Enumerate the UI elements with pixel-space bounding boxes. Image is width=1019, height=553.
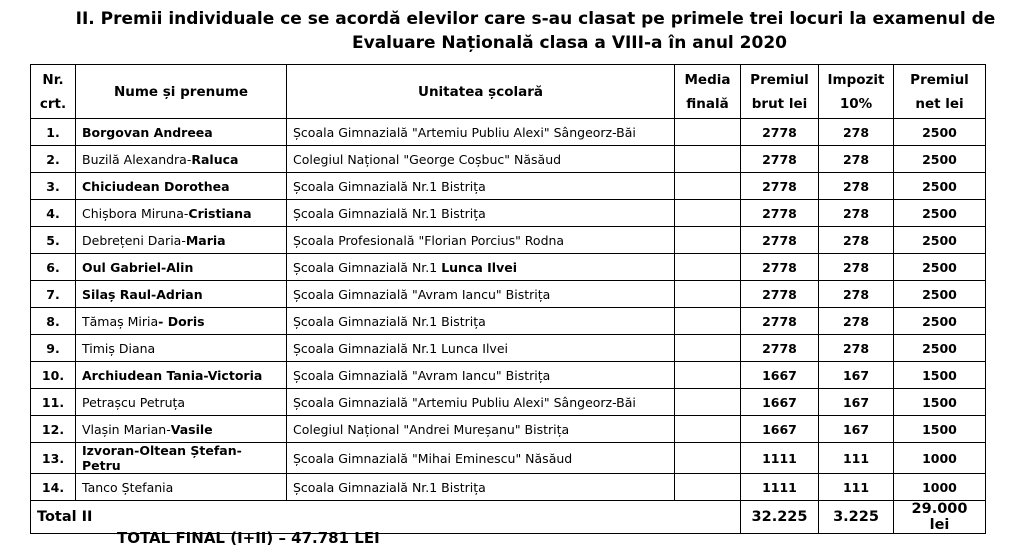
table-row (31, 281, 986, 308)
school-name (287, 308, 675, 335)
row-number: 6. (31, 254, 76, 281)
student-name (76, 362, 287, 389)
document-title-line-2: Evaluare Națională clasa a VIII-a în anul 2020 (352, 33, 787, 53)
row-number: 3. (31, 173, 76, 200)
school-name (287, 389, 675, 416)
impozit: 167 (819, 389, 894, 416)
row-number: 12. (31, 416, 76, 443)
premiul-brut: 1111 (741, 474, 819, 501)
premiul-net: 1000 (894, 474, 986, 501)
premiul-net: 1000 (894, 443, 986, 474)
impozit: 111 (819, 443, 894, 474)
media-finala (675, 227, 741, 254)
premiul-net: 1500 (894, 416, 986, 443)
total-impozit: 3.225 (819, 501, 894, 534)
impozit: 278 (819, 227, 894, 254)
impozit: 167 (819, 362, 894, 389)
premiul-net: 1500 (894, 389, 986, 416)
header-brut: Premiul brut lei (741, 65, 819, 119)
student-name-part: Buzilă Alexandra- (82, 151, 192, 167)
school-name-part: Școala Gimnazială "Avram Iancu" Bistrița (293, 286, 551, 302)
impozit: 167 (819, 416, 894, 443)
school-name-part: Școala Gimnazială "Artemiu Publiu Alexi" Sângeorz-Băi (293, 124, 636, 140)
school-name (287, 254, 675, 281)
premiul-brut: 2778 (741, 119, 819, 146)
student-name-part: Vlașin Marian- (82, 421, 171, 437)
premiul-brut: 2778 (741, 146, 819, 173)
student-name-bold-part: - Doris (158, 313, 205, 329)
premiul-net: 2500 (894, 119, 986, 146)
row-number: 10. (31, 362, 76, 389)
header-impozit: Impozit 10% (819, 65, 894, 119)
student-name-bold-part: Petru (82, 458, 121, 473)
table-row (31, 389, 986, 416)
student-name (76, 443, 287, 474)
table-row (31, 443, 986, 474)
premiul-net: 2500 (894, 200, 986, 227)
row-number: 11. (31, 389, 76, 416)
school-name (287, 227, 675, 254)
student-name-part: Debrețeni Daria- (82, 232, 186, 248)
premiul-brut: 2778 (741, 308, 819, 335)
student-name (76, 146, 287, 173)
impozit: 278 (819, 146, 894, 173)
premiul-net: 2500 (894, 281, 986, 308)
student-name-part: Petrașcu Petruța (82, 394, 186, 410)
media-finala (675, 362, 741, 389)
media-finala (675, 200, 741, 227)
media-finala (675, 173, 741, 200)
impozit: 278 (819, 200, 894, 227)
total-final: TOTAL FINAL (I+II) – 47.781 LEI (117, 529, 380, 547)
premiul-brut: 2778 (741, 335, 819, 362)
header-net: Premiul net lei (894, 65, 986, 119)
media-finala (675, 389, 741, 416)
school-name (287, 146, 675, 173)
school-name (287, 362, 675, 389)
school-name (287, 416, 675, 443)
school-name-bold-part: Lunca Ilvei (441, 259, 517, 275)
school-name-part: Școala Gimnazială Nr.1 Bistrița (293, 205, 486, 221)
student-name (76, 335, 287, 362)
table-row (31, 227, 986, 254)
student-name (76, 308, 287, 335)
premiul-net: 2500 (894, 227, 986, 254)
student-name (76, 227, 287, 254)
student-name (76, 281, 287, 308)
school-name-part: Școala Gimnazială Nr.1 Bistrița (293, 313, 486, 329)
student-name-bold-part: Izvoran- (82, 443, 140, 458)
school-name (287, 335, 675, 362)
student-name-part: Tămaș Miria (82, 313, 159, 329)
media-finala (675, 308, 741, 335)
header-media: Media finală (675, 65, 741, 119)
school-name (287, 474, 675, 501)
impozit: 278 (819, 335, 894, 362)
school-name-part: Colegiul Național "Andrei Mureșanu" Bistrița (293, 421, 570, 437)
row-number: 7. (31, 281, 76, 308)
premiul-net: 2500 (894, 146, 986, 173)
row-number: 14. (31, 474, 76, 501)
student-name (76, 200, 287, 227)
impozit: 111 (819, 474, 894, 501)
premiul-brut: 1667 (741, 389, 819, 416)
school-name (287, 173, 675, 200)
student-name-bold-part: Oul Gabriel-Alin (82, 259, 194, 275)
student-name-part: Oltean Ștefan- (139, 443, 242, 458)
media-finala (675, 416, 741, 443)
media-finala (675, 119, 741, 146)
table-row (31, 173, 986, 200)
school-name (287, 443, 675, 474)
student-name (76, 389, 287, 416)
premiul-brut: 1111 (741, 443, 819, 474)
premiul-brut: 1667 (741, 362, 819, 389)
student-name-bold-part: Archiudean Tania-Victoria (82, 367, 263, 383)
student-name-bold-part: Cristiana (188, 205, 252, 221)
premiul-net: 1500 (894, 362, 986, 389)
row-number: 13. (31, 443, 76, 474)
student-name (76, 254, 287, 281)
premiul-brut: 2778 (741, 200, 819, 227)
student-name-part: Chișbora Miruna- (82, 205, 189, 221)
impozit: 278 (819, 308, 894, 335)
media-finala (675, 146, 741, 173)
school-name-part: Școala Gimnazială Nr.1 Bistrița (293, 479, 486, 495)
student-name-bold-part: Vasile (170, 421, 213, 437)
document-title-line-1: II. Premii individuale ce se acordă elevilor care s-au clasat pe primele trei locuri la examenul de (75, 9, 996, 29)
student-name-bold-part: Chiciudean Dorothea (82, 178, 230, 194)
student-name (76, 119, 287, 146)
row-number: 9. (31, 335, 76, 362)
impozit: 278 (819, 119, 894, 146)
row-number: 2. (31, 146, 76, 173)
premiul-brut: 2778 (741, 254, 819, 281)
premiul-net: 2500 (894, 308, 986, 335)
table-row (31, 335, 986, 362)
impozit: 278 (819, 254, 894, 281)
row-number: 1. (31, 119, 76, 146)
student-name-bold-part: Maria (185, 232, 226, 248)
header-name: Nume și prenume (76, 65, 287, 119)
table-row (31, 308, 986, 335)
row-number: 8. (31, 308, 76, 335)
media-finala (675, 281, 741, 308)
school-name-part: Școala Gimnazială Nr.1 Bistrița (293, 178, 486, 194)
row-number: 4. (31, 200, 76, 227)
media-finala (675, 474, 741, 501)
student-name (76, 474, 287, 501)
total-net: 29.000 lei (894, 501, 986, 534)
student-name-part: Timiș Diana (82, 340, 156, 356)
table-row (31, 254, 986, 281)
school-name-part: Colegiul Național "George Coșbuc" Năsăud (293, 151, 562, 167)
school-name-part: Școala Gimnazială "Mihai Eminescu" Năsăud (293, 450, 573, 466)
student-name-bold-part: Raluca (191, 151, 239, 167)
student-name-bold-part: Silaș Raul-Adrian (82, 286, 203, 302)
premiul-net: 2500 (894, 173, 986, 200)
impozit: 278 (819, 173, 894, 200)
student-name-part: Tanco Ștefania (82, 479, 174, 495)
premiul-net: 2500 (894, 335, 986, 362)
row-number: 5. (31, 227, 76, 254)
school-name (287, 200, 675, 227)
school-name-part: Școala Gimnazială Nr.1 Lunca Ilvei (293, 340, 508, 356)
total-brut: 32.225 (741, 501, 819, 534)
school-name-part: Școala Gimnazială "Artemiu Publiu Alexi" Sângeorz-Băi (293, 394, 636, 410)
student-name-bold-part: Borgovan Andreea (82, 124, 213, 140)
awards-table (30, 64, 986, 534)
school-name (287, 119, 675, 146)
school-name-part: Școala Gimnazială "Avram Iancu" Bistrița (293, 367, 551, 383)
premiul-net: 2500 (894, 254, 986, 281)
premiul-brut: 2778 (741, 227, 819, 254)
school-name (287, 281, 675, 308)
premiul-brut: 2778 (741, 173, 819, 200)
total-label: Total II (31, 501, 741, 534)
media-finala (675, 254, 741, 281)
student-name (76, 416, 287, 443)
table-row (31, 200, 986, 227)
table-row (31, 474, 986, 501)
media-finala (675, 335, 741, 362)
header-school: Unitatea școlară (287, 65, 675, 119)
impozit: 278 (819, 281, 894, 308)
school-name-part: Școala Gimnazială Nr.1 (293, 259, 442, 275)
student-name (76, 173, 287, 200)
premiul-brut: 1667 (741, 416, 819, 443)
table-row (31, 119, 986, 146)
media-finala (675, 443, 741, 474)
table-row (31, 416, 986, 443)
table-row (31, 146, 986, 173)
table-header-row (31, 65, 986, 119)
table-row (31, 362, 986, 389)
school-name-part: Școala Profesională "Florian Porcius" Rodna (293, 232, 565, 248)
header-nr: Nr. crt. (31, 65, 76, 119)
premiul-brut: 2778 (741, 281, 819, 308)
